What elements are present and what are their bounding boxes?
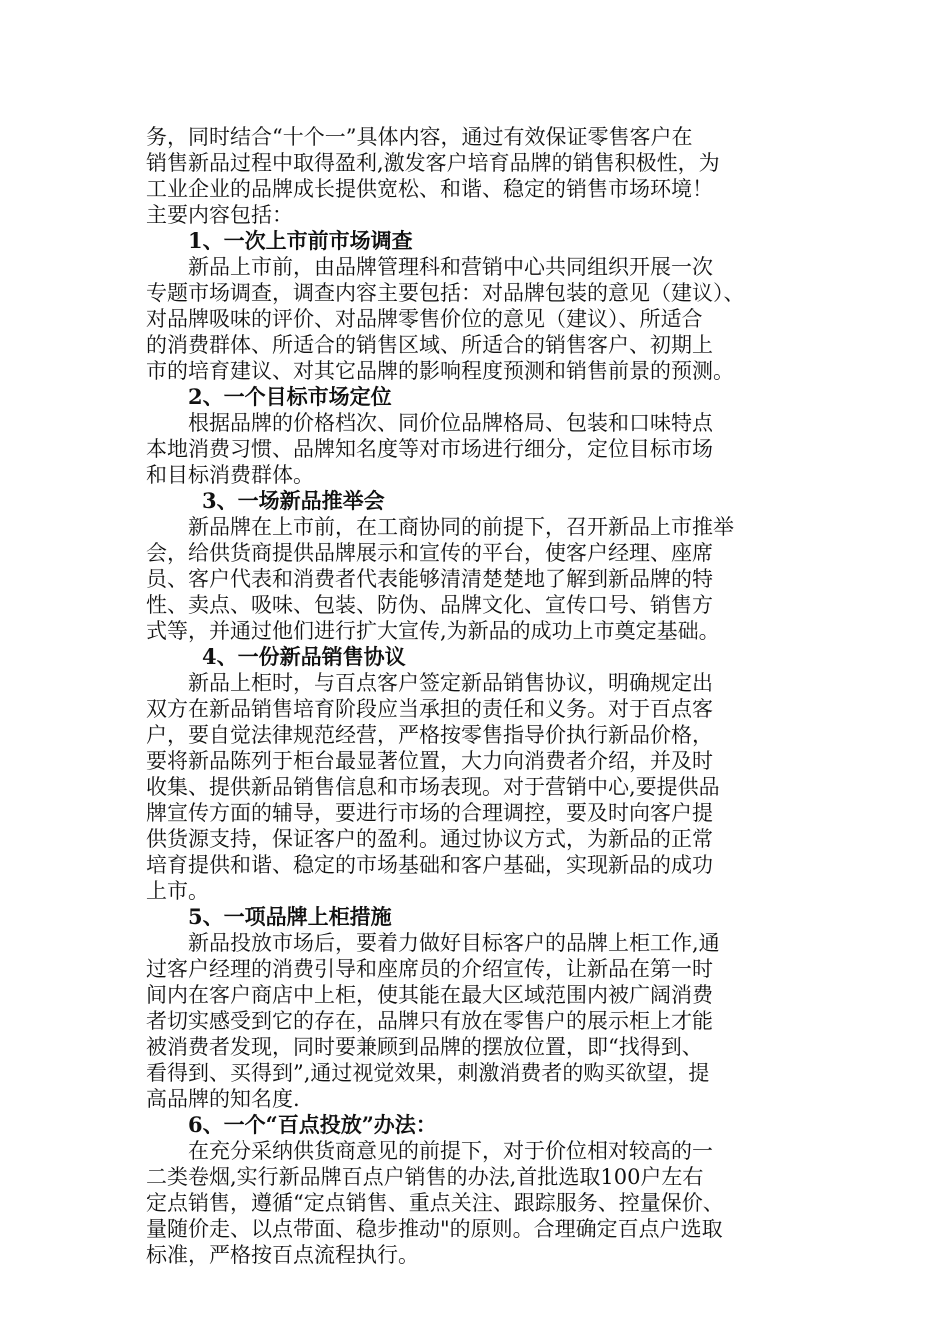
- text-line: 式等，并通过他们进行扩大宣传,为新品的成功上市奠定基础。: [146, 619, 720, 643]
- text-line: 双方在新品销售培育阶段应当承担的责任和义务。对于百点客: [146, 697, 713, 721]
- text-line: 专题市场调查，调查内容主要包括：对品牌包装的意见（建议）、: [146, 281, 745, 305]
- text-line: 牌宣传方面的辅导，要进行市场的合理调控，要及时向客户提: [146, 801, 713, 825]
- section-body-1: [146, 254, 826, 384]
- text-line: 新品投放市场后，要着力做好目标客户的品牌上柜工作,通: [188, 931, 720, 955]
- text-line: 务，同时结合“十个一”具体内容，通过有效保证零售客户在: [146, 125, 693, 149]
- text-line: 和目标消费群体。: [146, 463, 314, 487]
- text-line: 标准，严格按百点流程执行。: [146, 1243, 419, 1267]
- text-line: 培育提供和谐、稳定的市场基础和客户基础，实现新品的成功: [146, 853, 713, 877]
- document-page: [146, 124, 826, 1268]
- section-body-2: [146, 410, 826, 488]
- text-line: 工业企业的品牌成长提供宽松、和谐、稳定的销售市场环境！: [146, 177, 713, 201]
- text-line: 者切实感受到它的存在，品牌只有放在零售户的展示柜上才能: [146, 1009, 713, 1033]
- text-line: 量随价走、以点带面、稳步推动"的原则。合理确定百点户选取: [146, 1217, 723, 1241]
- text-line: 主要内容包括：: [146, 203, 293, 227]
- section-heading-1: 1、一次上市前市场调查: [188, 228, 413, 253]
- text-line: 的消费群体、所适合的销售区域、所适合的销售客户、初期上: [146, 333, 713, 357]
- intro-paragraph: [146, 124, 826, 228]
- section-heading-3: 3、一场新品推举会: [202, 488, 385, 513]
- section-body-3: [146, 514, 826, 644]
- text-line: 过客户经理的消费引导和座席员的介绍宣传，让新品在第一时: [146, 957, 713, 981]
- section-heading-4: 4、一份新品销售协议: [202, 644, 406, 669]
- text-line: 根据品牌的价格档次、同价位品牌格局、包装和口味特点: [188, 411, 713, 435]
- text-line: 本地消费习惯、品牌知名度等对市场进行细分，定位目标市场: [146, 437, 713, 461]
- text-line: 间内在客户商店中上柜，使其能在最大区域范围内被广阔消费: [146, 983, 713, 1007]
- text-line: 市的培育建议、对其它品牌的影响程度预测和销售前景的预测。: [146, 359, 734, 383]
- text-line: 员、客户代表和消费者代表能够清清楚楚地了解到新品牌的特: [146, 567, 713, 591]
- text-line: 在充分采纳供货商意见的前提下，对于价位相对较高的一: [188, 1139, 713, 1163]
- text-line: 看得到、买得到”,通过视觉效果，刺激消费者的购买欲望，提: [146, 1061, 710, 1085]
- text-line: 要将新品陈列于柜台最显著位置，大力向消费者介绍，并及时: [146, 749, 713, 773]
- text-line: 户，要自觉法律规范经营，严格按零售指导价执行新品价格，: [146, 723, 713, 747]
- section-body-4: [146, 670, 826, 904]
- text-line: 被消费者发现，同时要兼顾到品牌的摆放位置，即“找得到、: [146, 1035, 703, 1059]
- section-heading-6: 6、一个“百点投放”办法：: [188, 1112, 437, 1137]
- text-line: 二类卷烟,实行新品牌百点户销售的办法,首批选取100户左右: [146, 1165, 704, 1189]
- text-line: 会，给供货商提供品牌展示和宣传的平台，使客户经理、座席: [146, 541, 713, 565]
- text-line: 上市。: [146, 879, 209, 903]
- text-line: 定点销售，遵循“定点销售、重点关注、跟踪服务、控量保价、: [146, 1191, 724, 1215]
- text-line: 新品牌在上市前，在工商协同的前提下，召开新品上市推举: [188, 515, 734, 539]
- section-heading-2: 2、一个目标市场定位: [188, 384, 392, 409]
- section-body-5: [146, 930, 826, 1112]
- section-heading-5: 5、一项品牌上柜措施: [188, 904, 392, 929]
- text-line: 收集、提供新品销售信息和市场表现。对于营销中心,要提供品: [146, 775, 720, 799]
- section-body-6: [146, 1138, 826, 1268]
- text-line: 对品牌吸味的评价、对品牌零售价位的意见（建议）、所适合: [146, 307, 703, 331]
- text-line: 销售新品过程中取得盈利,激发客户培育品牌的销售积极性，为: [146, 151, 720, 175]
- text-line: 高品牌的知名度.: [146, 1087, 300, 1111]
- text-line: 新品上柜时，与百点客户签定新品销售协议，明确规定出: [188, 671, 713, 695]
- text-line: 供货源支持，保证客户的盈利。通过协议方式，为新品的正常: [146, 827, 713, 851]
- text-line: 新品上市前，由品牌管理科和营销中心共同组织开展一次: [188, 255, 713, 279]
- text-line: 性、卖点、吸味、包装、防伪、品牌文化、宣传口号、销售方: [146, 593, 713, 617]
